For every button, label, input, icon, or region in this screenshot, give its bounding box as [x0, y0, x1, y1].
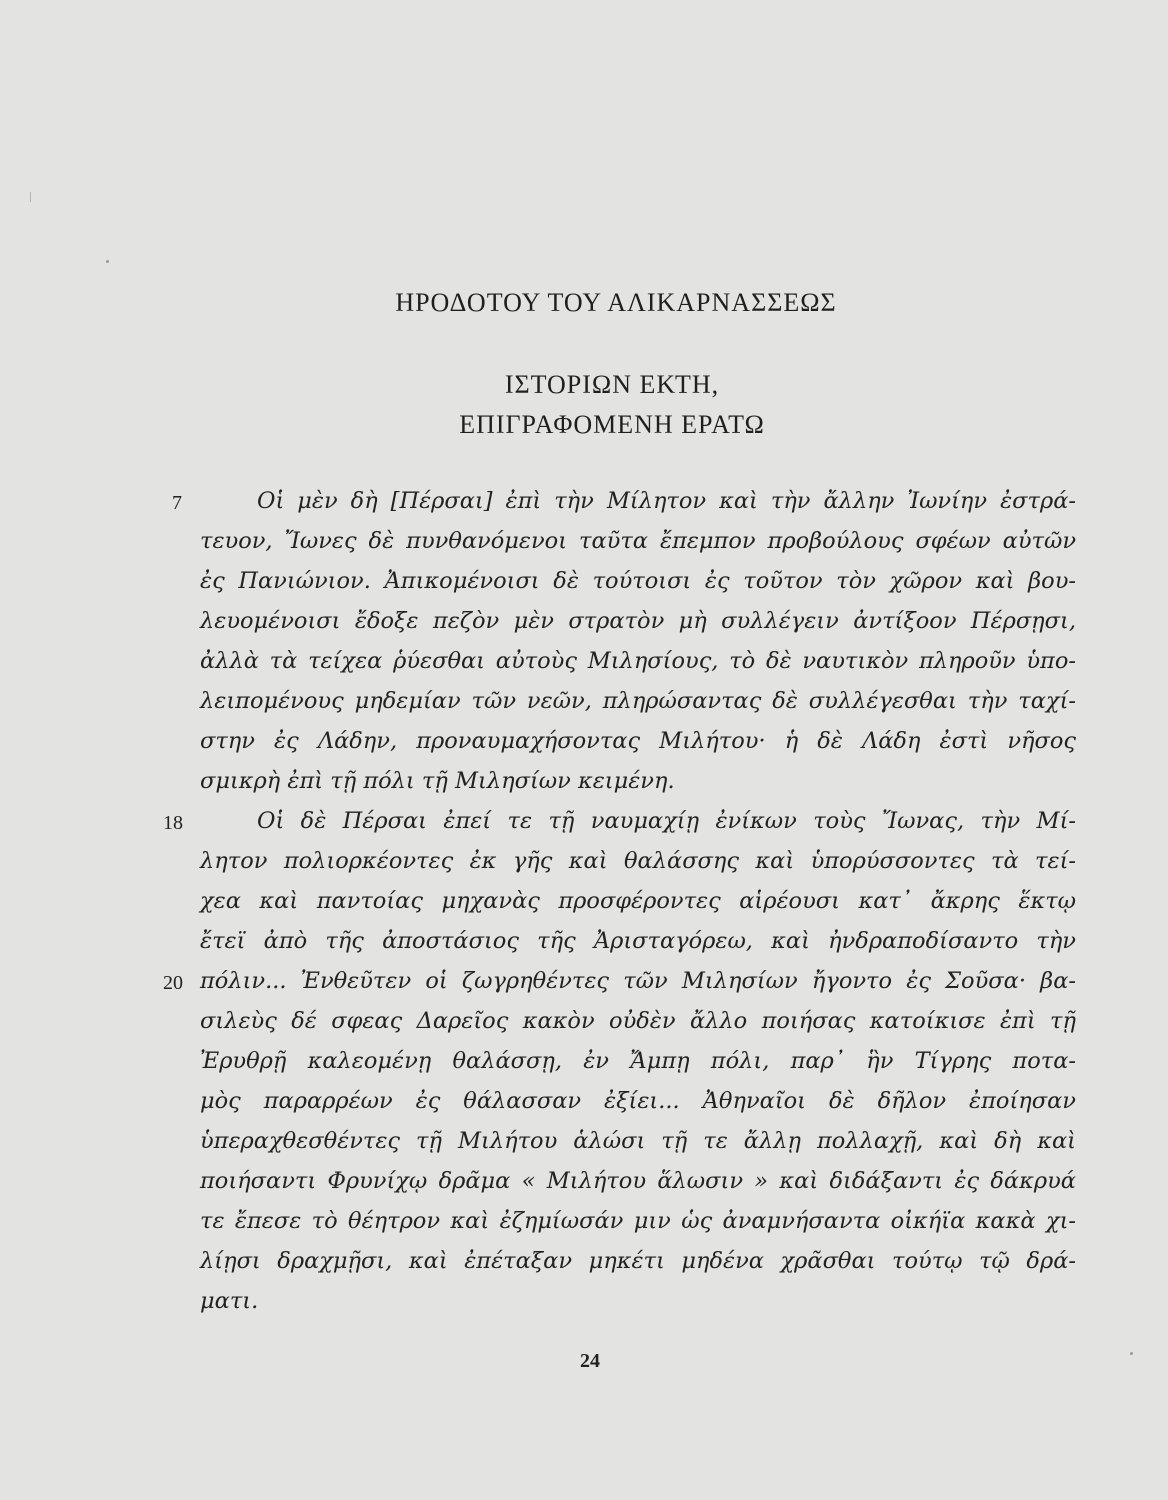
text-line: ματι. — [200, 1288, 259, 1314]
text-line: τευον, Ἴωνες δὲ πυνθανόμενοι ταῦτα ἔπεμπον προβούλους σφέων αὐτῶν — [200, 528, 1076, 554]
text-line: ποιήσαντι Φρυνίχῳ δρᾶμα « Μιλήτου ἅλωσιν » καὶ διδάξαντι ἐς δάκρυά — [200, 1168, 1076, 1194]
book-subtitle-line-1: ΙΣΤΟΡΙΩΝ ΕΚΤΗ, — [504, 370, 720, 399]
margin-number: 18 — [163, 812, 183, 834]
margin-number: 20 — [163, 972, 183, 994]
text-line: χεα καὶ παντοίας μηχανὰς προσφέροντες αἱρέουσι κατ᾽ ἄκρης ἕκτῳ — [200, 888, 1076, 914]
page-number: 24 — [580, 1350, 600, 1372]
scan-speck — [30, 192, 31, 202]
text-line: λητον πολιορκέοντες ἐκ γῆς καὶ θαλάσσης καὶ ὑπορύσσοντες τὰ τεί- — [200, 848, 1076, 874]
text-line: μὸς παραρρέων ἐς θάλασσαν ἐξίει... Ἀθηναῖοι δὲ δῆλον ἐποίησαν — [200, 1088, 1076, 1114]
text-line: Οἱ δὲ Πέρσαι ἐπεί τε τῇ ναυμαχίῃ ἐνίκων τοὺς Ἴωνας, τὴν Μί- — [257, 808, 1076, 834]
text-line: πόλιν... Ἐνθεῦτεν οἱ ζωγρηθέντες τῶν Μιλησίων ἤγοντο ἐς Σοῦσα· βα- — [200, 968, 1076, 994]
text-line: στην ἐς Λάδην, προναυμαχήσοντας Μιλήτου· ἡ δὲ Λάδη ἐστὶ νῆσος — [200, 728, 1076, 754]
text-line: ἐς Πανιώνιον. Ἀπικομένοισι δὲ τούτοισι ἐς τοῦτον τὸν χῶρον καὶ βου- — [200, 568, 1076, 594]
book-subtitle-line-2: ΕΠΙΓΡΑΦΟΜΕΝΗ ΕΡΑΤΩ — [459, 410, 765, 439]
text-line: λευομένοισι ἔδοξε πεζὸν μὲν στρατὸν μὴ συλλέγειν ἀντίξοον Πέρσῃσι, — [200, 608, 1076, 634]
text-line: ὑπεραχθεσθέντες τῇ Μιλήτου ἁλώσι τῇ τε ἄλλῃ πολλαχῇ, καὶ δὴ καὶ — [200, 1128, 1076, 1154]
text-line: λίῃσι δραχμῇσι, καὶ ἐπέταξαν μηκέτι μηδένα χρᾶσθαι τούτῳ τῷ δρά- — [200, 1248, 1076, 1274]
text-line: τε ἔπεσε τὸ θέητρον καὶ ἐζημίωσάν μιν ὡς ἀναμνήσαντα οἰκήϊα κακὰ χι- — [200, 1208, 1076, 1234]
book-title: ΗΡΟΔΟΤΟΥ ΤΟΥ ΑΛΙΚΑΡΝΑΣΣΕΩΣ — [395, 288, 837, 317]
text-line: Οἱ μὲν δὴ [Πέρσαι] ἐπὶ τὴν Μίλητον καὶ τὴν ἄλλην Ἰωνίην ἐστρά- — [257, 488, 1076, 514]
text-line: σμικρὴ ἐπὶ τῇ πόλι τῇ Μιλησίων κειμένη. — [200, 768, 675, 794]
text-line: ἀλλὰ τὰ τείχεα ῥύεσθαι αὐτοὺς Μιλησίους, τὸ δὲ ναυτικὸν πληροῦν ὑπο- — [200, 648, 1076, 674]
text-line: σιλεὺς δέ σφεας Δαρεῖος κακὸν οὐδὲν ἄλλο ποιήσας κατοίκισε ἐπὶ τῇ — [200, 1008, 1076, 1034]
margin-number: 7 — [172, 492, 182, 514]
scan-speck — [106, 260, 109, 263]
text-line: ἔτεϊ ἀπὸ τῆς ἀποστάσιος τῆς Ἀρισταγόρεω, καὶ ἠνδραποδίσαντο τὴν — [200, 928, 1076, 954]
text-line: λειπομένους μηδεμίαν τῶν νεῶν, πληρώσαντας δὲ συλλέγεσθαι τὴν ταχί- — [200, 688, 1076, 714]
scan-speck — [1130, 1352, 1133, 1355]
text-line: Ἐρυθρῇ καλεομένῃ θαλάσσῃ, ἐν Ἄμπῃ πόλι, παρ᾽ ἣν Τίγρης ποτα- — [200, 1048, 1076, 1074]
